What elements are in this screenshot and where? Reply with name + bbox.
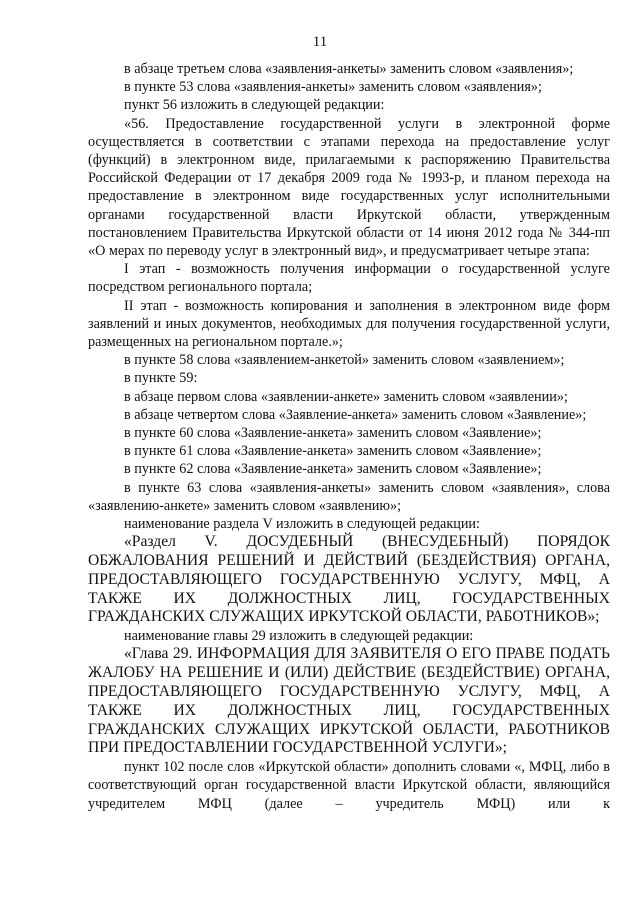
chapter-heading-quote: «Глава 29. ИНФОРМАЦИЯ ДЛЯ ЗАЯВИТЕЛЯ О ЕГО ПРАВЕ ПОДАТЬ ЖАЛОБУ НА РЕШЕНИЕ И (ИЛИ) ДЕЙСТВИЕ (БЕЗДЕЙСТВИЕ) ОРГАНА, ПРЕДОСТАВЛЯЮЩЕГО ГОСУДАРСТВЕННУЮ УСЛУГУ, МФЦ, А ТАКЖЕ ИХ ДОЛЖНОСТНЫХ ЛИЦ, ГОСУДАРСТВЕННЫХ ГРАЖДАНСКИХ СЛУЖАЩИХ ИРКУТСКОЙ ОБЛАСТИ, РАБОТНИКОВ ПРИ ПРЕДОСТАВЛЕНИИ ГОСУДАРСТВЕННОЙ УСЛУГИ»; bbox=[88, 645, 610, 757]
paragraph: I этап - возможность получения информации о государственной услуге посредством регионального портала; bbox=[88, 261, 610, 296]
paragraph: в пункте 62 слова «Заявление-анкета» заменить словом «Заявление»; bbox=[124, 461, 542, 478]
paragraph: в абзаце третьем слова «заявления-анкеты» заменить словом «заявления»; bbox=[124, 61, 574, 77]
paragraph: в пункте 59: bbox=[124, 370, 198, 387]
paragraph: «56. Предоставление государственной услуги в электронной форме осуществляется в соответствии с этапами перехода на предоставление услуг (функций) в электронном виде, прилагаемыми к распоряжению Правительства Российской Федерации от 17 декабря 2009 года № 1993-р, и планом перехода на предоставление в электронном виде государственных услуг исполнительными органами государственной власти Иркутской области, утвержденным постановлением Правительства Иркутской области от 14 июня 2012 года № 344-пп «О мерах по переводу услуг в электронный вид», и предусматривает четыре этапа: bbox=[88, 115, 610, 260]
paragraph: наименование главы 29 изложить в следующей редакции: bbox=[124, 628, 474, 645]
paragraph: пункт 102 после слов «Иркутской области» дополнить словами «, МФЦ, либо в соответствующий орган государственной власти Иркутской области, являющийся учредителем МФЦ (далее – учредитель МФЦ) или к bbox=[88, 759, 610, 812]
paragraph: в абзаце четвертом слова «Заявление-анкета» заменить словом «Заявление»; bbox=[124, 406, 587, 423]
page-number: 11 bbox=[312, 34, 328, 50]
paragraph: в абзаце первом слова «заявлении-анкете» заменить словом «заявлении»; bbox=[124, 388, 568, 405]
paragraph: в пункте 53 слова «заявления-анкеты» заменить словом «заявления»; bbox=[124, 79, 542, 96]
paragraph: II этап - возможность копирования и заполнения в электронном виде форм заявлений и иных документов, необходимых для получения государственной услуги, размещенных на региональном портале.»; bbox=[88, 297, 610, 351]
paragraph: наименование раздела V изложить в следующей редакции: bbox=[124, 516, 480, 533]
document-body bbox=[88, 60, 610, 813]
paragraph: в пункте 58 слова «заявлением-анкетой» заменить словом «заявлением»; bbox=[124, 352, 565, 369]
paragraph: пункт 56 изложить в следующей редакции: bbox=[124, 97, 385, 114]
section-heading-quote: «Раздел V. ДОСУДЕБНЫЙ (ВНЕСУДЕБНЫЙ) ПОРЯДОК ОБЖАЛОВАНИЯ РЕШЕНИЙ И ДЕЙСТВИЙ (БЕЗДЕЙСТВИЯ) ОРГАНА, ПРЕДОСТАВЛЯЮЩЕГО ГОСУДАРСТВЕННУЮ УСЛУГУ, МФЦ, А ТАКЖЕ ИХ ДОЛЖНОСТНЫХ ЛИЦ, ГОСУДАРСТВЕННЫХ ГРАЖДАНСКИХ СЛУЖАЩИХ ИРКУТСКОЙ ОБЛАСТИ, РАБОТНИКОВ»; bbox=[88, 533, 610, 626]
paragraph: в пункте 60 слова «Заявление-анкета» заменить словом «Заявление»; bbox=[124, 425, 542, 442]
paragraph: в пункте 61 слова «Заявление-анкета» заменить словом «Заявление»; bbox=[124, 443, 542, 460]
paragraph: в пункте 63 слова «заявления-анкеты» заменить словом «заявления», слова «заявлению-анкете» заменить словом «заявлению»; bbox=[88, 479, 610, 514]
